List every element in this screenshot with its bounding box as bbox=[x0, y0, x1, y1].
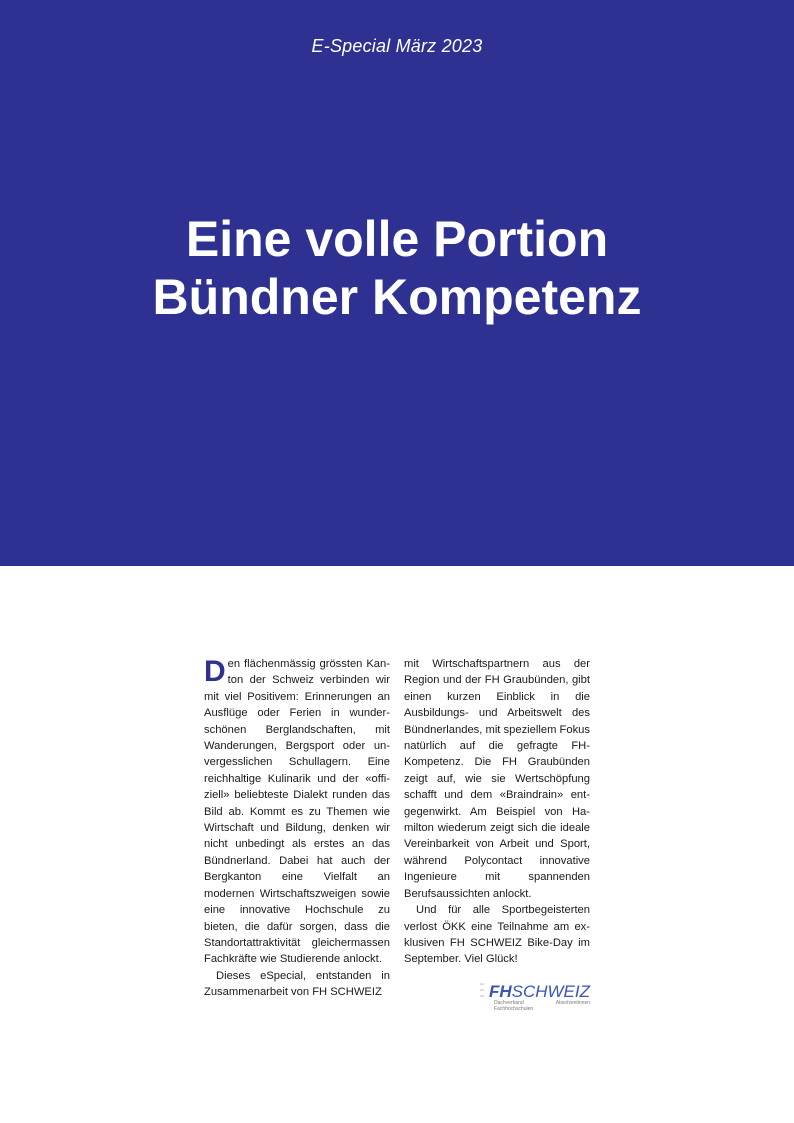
paragraph-2: Dieses eSpecial, entstanden in Zusammenarbeit von FH SCHWEIZ bbox=[204, 969, 390, 999]
article-column-1 bbox=[204, 656, 390, 1012]
logo-fh-text: FH bbox=[488, 981, 512, 1001]
issue-label: E-Special März 2023 bbox=[311, 36, 483, 56]
paragraph-4: Und für alle Sportbegeisterten verlost ÖKK eine Teilnahme am exklusiven FH SCHWEIZ Bike-Day im September. Viel Glück! bbox=[404, 904, 590, 966]
intro-text: en flächenmässig grössten Kanton der Schweiz verbinden wir mit viel Positivem: Erinnerungen an Ausflüge oder Ferien in wunderschönen Berglandschaften, mit Wanderungen, Bergsport oder unvergesslichen Schullagern. Eine reichhaltige Kulinarik und der «offiziell» beliebteste Dialekt runden das Bild ab. Kommt es zu Themen wie Wirtschaft und Bildung, denken wir nicht unbedingt als erstes an das Bündnerland. Dabei hat auch der Bergkanton eine Vielfalt an modernen Wirtschaftszweigen sowie eine innovative Hochschule zu bieten, die dafür sorgen, dass die Standortattraktivität gleichermassen Fachkräfte wie Studierende anlockt. bbox=[204, 658, 390, 966]
intro-paragraph bbox=[204, 656, 390, 968]
article-column-2 bbox=[404, 656, 590, 1012]
title-line-1: Eine volle Portion bbox=[185, 211, 609, 267]
article-body bbox=[204, 656, 590, 1012]
logo-mark-icon: ▫▫ ▫▫ ▫▫ bbox=[480, 981, 485, 1000]
fh-schweiz-logo bbox=[480, 982, 590, 1012]
paragraph-3: mit Wirtschaftspartnern aus der Region und der FH Graubünden, gibt einen kurzen Einblick in die Ausbildungs- und Arbeitswelt des Bündnerlandes, mit speziellem Fokus natürlich auf die gefragte FH-Kompetenz. Die FH Graubünden zeigt auf, wie sie Wertschöpfung schafft und dem «Braindrain» entgegenwirkt. Am Beispiel von Hamilton wiederum zeigt sich die ideale Vereinbarkeit von Arbeit und Sport, während Polycontact innovative Ingenieure mit spannenden Berufsaussichten anlockt. bbox=[404, 658, 590, 900]
logo-tagline: Dachverband Absolventinnen Fachhochschulen bbox=[494, 999, 590, 1012]
drop-cap: D bbox=[204, 655, 226, 688]
page-title bbox=[0, 210, 794, 326]
logo-schweiz-text: SCHWEIZ bbox=[511, 981, 590, 1001]
title-line-2: Bündner Kompetenz bbox=[152, 269, 642, 325]
